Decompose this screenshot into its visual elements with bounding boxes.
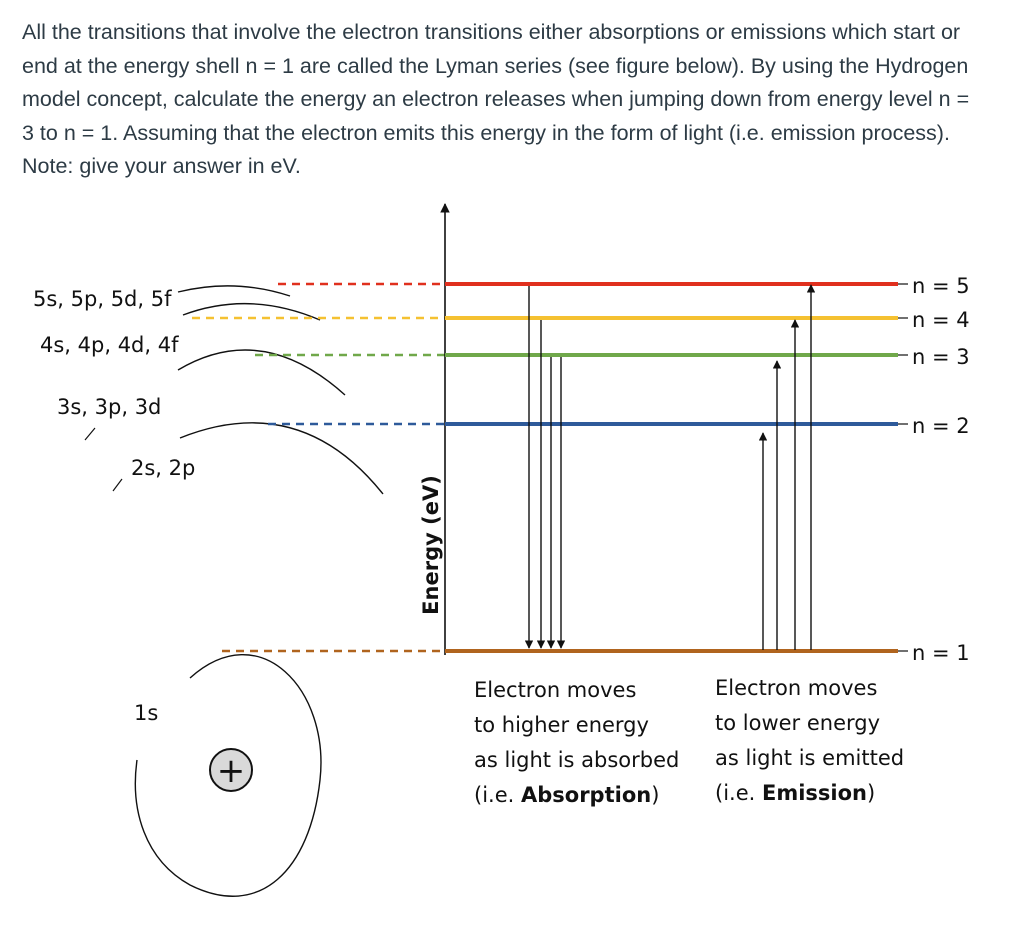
question-line: Note: give your answer in eV. xyxy=(22,154,301,179)
absorption-caption-line: Electron moves xyxy=(474,678,637,702)
level-label-n3: n = 3 xyxy=(912,345,970,369)
question-line: model concept, calculate the energy an electron releases when jumping down from energy level n = xyxy=(22,87,970,112)
question-line: All the transitions that involve the electron transitions either absorptions or emissions which start or xyxy=(22,20,961,44)
shell-arc-n3 xyxy=(178,350,345,395)
shell-arc-n5 xyxy=(178,286,290,296)
level-label-n4: n = 4 xyxy=(912,308,970,332)
absorption-caption xyxy=(474,678,679,807)
level-label-n1: n = 1 xyxy=(912,641,970,665)
orbital-label-n1: 1s xyxy=(134,701,159,725)
absorption-caption-line: as light is absorbed xyxy=(474,748,680,772)
question-line: end at the energy shell n = 1 are called the Lyman series (see figure below). By using the Hydrogen xyxy=(22,53,969,78)
level-label-n5: n = 5 xyxy=(912,274,970,298)
nucleus-plus-icon: + xyxy=(216,751,246,791)
shell-arc-n2 xyxy=(180,423,383,494)
energy-axis-label: Energy (eV) xyxy=(419,475,443,615)
emission-caption-line: Electron moves xyxy=(715,676,878,700)
orbital-label-n4: 4s, 4p, 4d, 4f xyxy=(40,333,179,357)
absorption-caption-line: to higher energy xyxy=(474,713,649,737)
orbital-label-n2: 2s, 2p xyxy=(131,456,196,480)
orbital-label-n3: 3s, 3p, 3d xyxy=(57,395,162,419)
absorption-caption-line: (i.e. Absorption) xyxy=(474,783,660,807)
level-label-n2: n = 2 xyxy=(912,414,970,438)
emission-caption-line: (i.e. Emission) xyxy=(715,781,876,805)
leader-tick xyxy=(113,479,122,491)
leader-tick xyxy=(85,428,95,440)
emission-caption-line: as light is emitted xyxy=(715,746,905,770)
question-line: 3 to n = 1. Assuming that the electron emits this energy in the form of light (i.e. emission process). xyxy=(22,120,950,145)
orbital-label-n5: 5s, 5p, 5d, 5f xyxy=(33,287,172,311)
emission-caption xyxy=(715,676,904,805)
emission-caption-line: to lower energy xyxy=(715,711,881,735)
